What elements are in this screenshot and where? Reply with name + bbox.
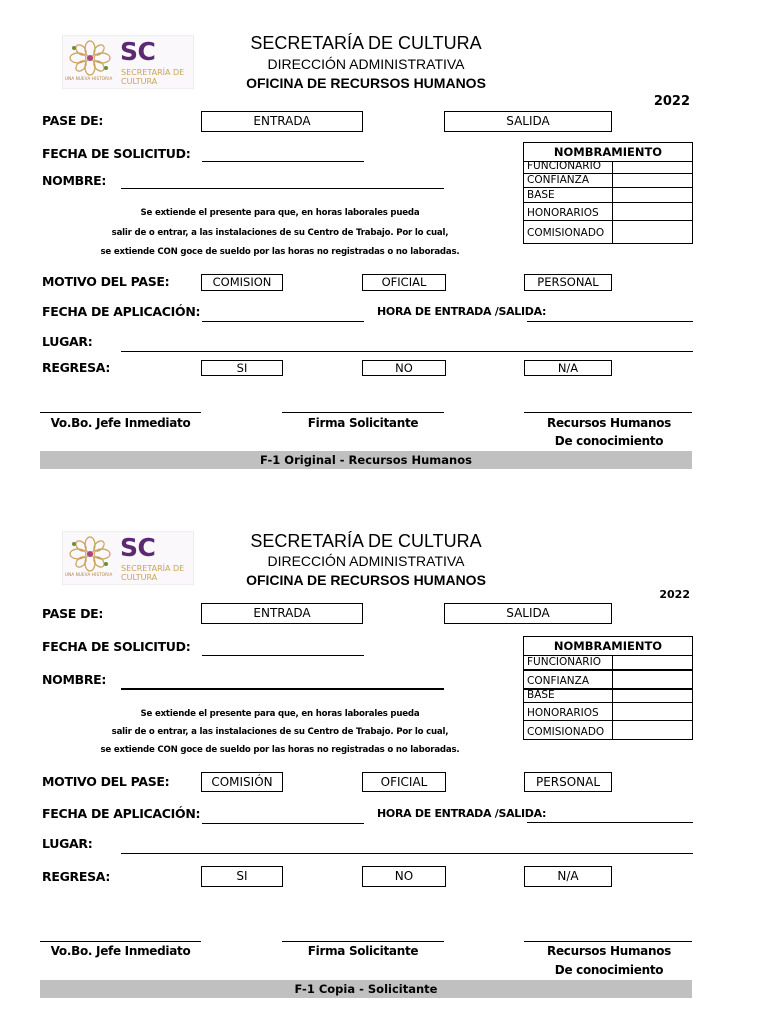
motivo-oficial-checkbox[interactable]: OFICIAL [362, 274, 446, 291]
nombramiento-title: NOMBRAMIENTO [553, 145, 663, 159]
nombre-label: NOMBRE: [42, 173, 107, 188]
nombramiento-title: NOMBRAMIENTO [553, 639, 663, 653]
motivo-comision-checkbox[interactable]: COMISIÓN [201, 772, 283, 792]
nombramiento-option: CONFIANZA [527, 174, 590, 186]
nombramiento-row[interactable] [524, 202, 692, 220]
nombramiento-row[interactable] [524, 161, 692, 173]
motivo-oficial-checkbox[interactable]: OFICIAL [362, 772, 446, 792]
hora-label: HORA DE ENTRADA /SALIDA: [377, 807, 547, 820]
nombramiento-option: CONFIANZA [527, 675, 590, 687]
nombramiento-row[interactable] [524, 702, 692, 720]
nombramiento-table [523, 142, 693, 244]
fecha-aplicacion-field[interactable] [202, 321, 364, 322]
page-title: SECRETARÍA DE CULTURA [250, 531, 482, 551]
lugar-field[interactable] [121, 853, 693, 854]
page-subtitle: DIRECCIÓN ADMINISTRATIVA [267, 553, 465, 569]
year-label: 2022 [653, 94, 690, 109]
office-title: OFICINA DE RECURSOS HUMANOS [246, 75, 486, 91]
nombramiento-row[interactable] [524, 173, 692, 187]
entrada-checkbox[interactable]: ENTRADA [201, 603, 363, 624]
rh-signature-line[interactable] [524, 412, 692, 413]
jefe-signature-label: Vo.Bo. Jefe Inmediato [50, 944, 191, 958]
solicitante-signature-line[interactable] [282, 941, 444, 942]
nombramiento-row[interactable] [524, 220, 692, 243]
page-title: SECRETARÍA DE CULTURA [250, 33, 482, 53]
paragraph-line-2: salir de o entrar, a las instalaciones de su Centro de Trabajo. Por lo cual, [111, 727, 449, 737]
nombre-field[interactable] [121, 688, 444, 690]
nombramiento-table [523, 636, 693, 740]
fecha-aplicacion-label: FECHA DE APLICACIÓN: [42, 806, 201, 821]
rh-conocimiento-label: De conocimiento [554, 434, 664, 448]
fecha-solicitud-label: FECHA DE SOLICITUD: [42, 146, 191, 161]
logo-sc: SC [120, 37, 156, 66]
nombramiento-option: FUNCIONARIO [527, 160, 601, 172]
nombramiento-option: HONORARIOS [527, 207, 599, 219]
logo-sc: SC [120, 533, 156, 562]
nombramiento-option: FUNCIONARIO [527, 656, 601, 668]
salida-checkbox[interactable]: SALIDA [444, 111, 612, 132]
nombre-label: NOMBRE: [42, 672, 107, 687]
nombramiento-row[interactable] [524, 187, 692, 202]
motivo-label: MOTIVO DEL PASE: [42, 274, 170, 289]
lugar-label: LUGAR: [42, 836, 93, 851]
solicitante-signature-line[interactable] [282, 412, 444, 413]
jefe-signature-line[interactable] [40, 412, 201, 413]
motivo-personal-checkbox[interactable]: PERSONAL [524, 772, 612, 792]
hora-label: HORA DE ENTRADA /SALIDA: [377, 305, 547, 318]
pase-de-label: PASE DE: [42, 606, 104, 621]
rh-conocimiento-label: De conocimiento [554, 963, 664, 977]
regresa-label: REGRESA: [42, 360, 111, 375]
pase-de-label: PASE DE: [42, 113, 104, 128]
logo-sub-line2: CULTURA [121, 77, 158, 86]
salida-checkbox[interactable]: SALIDA [444, 603, 612, 624]
fecha-solicitud-field[interactable] [202, 161, 364, 162]
nombramiento-option: BASE [527, 189, 555, 201]
logo-sub-line1: SECRETARÍA DE [121, 68, 185, 77]
jefe-signature-line[interactable] [40, 941, 201, 942]
logo-tagline: UNA NUEVA HISTORIA [65, 76, 113, 81]
regresa-na-checkbox[interactable]: N/A [524, 866, 612, 887]
logo-tagline: UNA NUEVA HISTORIA [65, 572, 113, 577]
lugar-label: LUGAR: [42, 334, 93, 349]
rh-signature-label: Recursos Humanos [547, 416, 671, 430]
nombramiento-row[interactable] [524, 720, 692, 739]
regresa-si-checkbox[interactable]: SI [201, 866, 283, 887]
nombramiento-row[interactable] [524, 669, 692, 688]
motivo-label: MOTIVO DEL PASE: [42, 774, 170, 789]
flower-logo-icon [65, 536, 115, 572]
fecha-solicitud-field[interactable] [202, 655, 364, 656]
hora-field[interactable] [527, 321, 693, 322]
nombre-field[interactable] [121, 188, 444, 189]
form-footer-copia: F-1 Copia - Solicitante [40, 980, 692, 998]
lugar-field[interactable] [121, 351, 693, 352]
fecha-solicitud-label: FECHA DE SOLICITUD: [42, 639, 191, 654]
paragraph-line-3: se extiende CON goce de sueldo por las horas no registradas o no laboradas. [100, 247, 460, 257]
paragraph-line-2: salir de o entrar, a las instalaciones de su Centro de Trabajo. Por lo cual, [111, 228, 449, 238]
year-label: 2022 [659, 588, 690, 601]
nombramiento-row[interactable] [524, 688, 692, 702]
nombramiento-option: BASE [527, 689, 555, 701]
fecha-aplicacion-field[interactable] [202, 823, 364, 824]
entrada-checkbox[interactable]: ENTRADA [201, 111, 363, 132]
motivo-personal-checkbox[interactable]: PERSONAL [524, 274, 612, 291]
logo-sub-line1: SECRETARÍA DE [121, 564, 185, 573]
paragraph-line-1: Se extiende el presente para que, en horas laborales pueda [140, 208, 420, 218]
paragraph-line-1: Se extiende el presente para que, en horas laborales pueda [140, 709, 420, 719]
regresa-na-checkbox[interactable]: N/A [524, 360, 612, 376]
motivo-comision-checkbox[interactable]: COMISION [201, 274, 283, 291]
paragraph-line-3: se extiende CON goce de sueldo por las horas no registradas o no laboradas. [100, 745, 460, 755]
office-title: OFICINA DE RECURSOS HUMANOS [246, 572, 486, 588]
nombramiento-option: COMISIONADO [527, 227, 605, 239]
solicitante-signature-label: Firma Solicitante [307, 944, 419, 958]
regresa-no-checkbox[interactable]: NO [362, 360, 446, 376]
form-footer-original: F-1 Original - Recursos Humanos [40, 451, 692, 469]
regresa-si-checkbox[interactable]: SI [201, 360, 283, 376]
regresa-no-checkbox[interactable]: NO [362, 866, 446, 887]
solicitante-signature-label: Firma Solicitante [307, 416, 419, 430]
nombramiento-option: COMISIONADO [527, 726, 605, 738]
flower-logo-icon [65, 40, 115, 76]
fecha-aplicacion-label: FECHA DE APLICACIÓN: [42, 304, 201, 319]
rh-signature-label: Recursos Humanos [547, 944, 671, 958]
logo-sub-line2: CULTURA [121, 573, 158, 582]
nombramiento-option: HONORARIOS [527, 707, 599, 719]
hora-field[interactable] [527, 822, 693, 823]
page-subtitle: DIRECCIÓN ADMINISTRATIVA [267, 56, 465, 72]
regresa-label: REGRESA: [42, 869, 111, 884]
rh-signature-line[interactable] [524, 941, 692, 942]
nombramiento-row[interactable] [524, 655, 692, 669]
jefe-signature-label: Vo.Bo. Jefe Inmediato [50, 416, 191, 430]
